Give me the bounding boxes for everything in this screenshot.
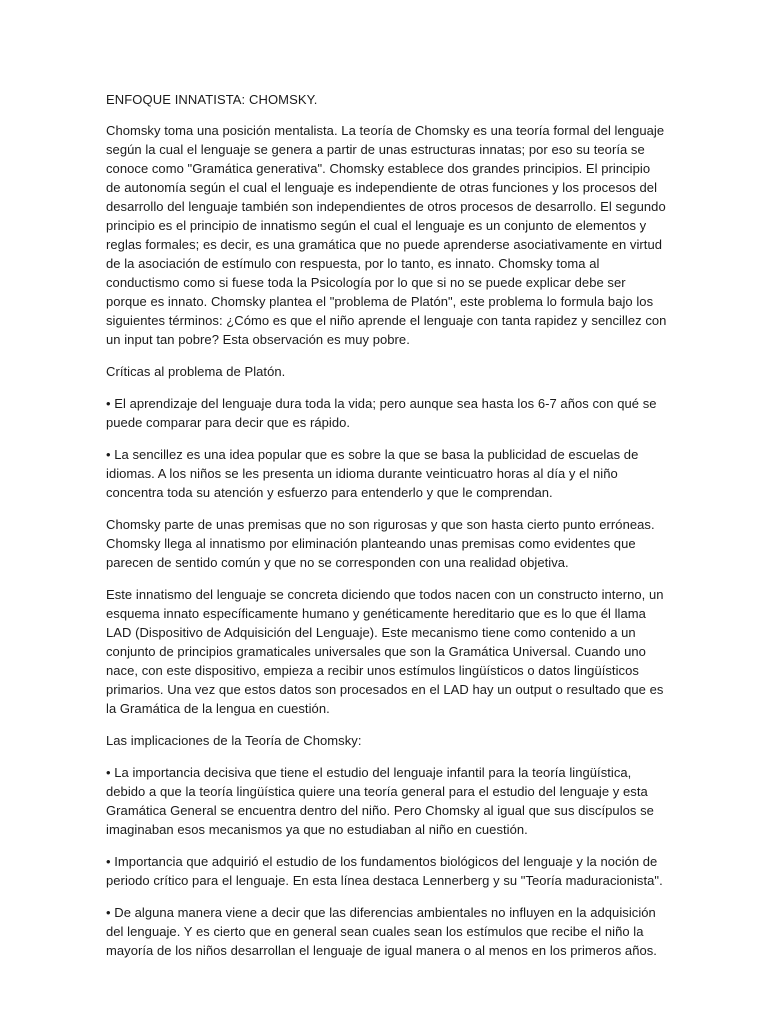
paragraph-premisas: Chomsky parte de unas premisas que no son rigurosas y que son hasta cierto punto erróneas. Chomsky llega al innatismo por eliminación planteando unas premisas como evidentes que parecen de sentido común y que no se corresponden con una realidad objetiva. — [106, 517, 655, 570]
paragraph-innatismo: Este innatismo del lenguaje se concreta diciendo que todos nacen con un constructo interno, un esquema innato específicamente humano y genéticamente hereditario que es lo que él llama LAD (Dispositivo de Adquisición del Lenguaje). Este mecanismo tiene como contenido a un conjunto de principios gramaticales universales que son la Gramática Universal. Cuando uno nace, con este dispositivo, empieza a recibir unos estímulos lingüísticos o datos lingüísticos primarios. Una vez que estos datos son procesados en el LAD hay un output o resultado que es la Gramática de la lengua en cuestión. — [106, 587, 664, 716]
bullet-item: • La sencillez es una idea popular que es sobre la que se basa la publicidad de escuelas de idiomas. A los niños se les presenta un idioma durante veinticuatro horas al día y el niño concentra toda su atención y esfuerzo para entenderlo y que le comprendan. — [106, 445, 668, 502]
paragraph-intro: Chomsky toma una posición mentalista. La teoría de Chomsky es una teoría formal del lenguaje según la cual el lenguaje se genera a partir de unas estructuras innatas; por eso su teoría se conoce como "Gramática generativa". Chomsky establece dos grandes principios. El principio de autonomía según el cual el lenguaje es independiente de otras funciones y los procesos del desarrollo del lenguaje también son independientes de otros procesos de desarrollo. El segundo principio es el principio de innatismo según el cual el lenguaje es un conjunto de elementos y reglas formales; es decir, es una gramática que no puede aprenderse asociativamente en virtud de la asociación de estímulo con respuesta, por lo tanto, es innato. Chomsky toma al conductismo como si fuese toda la Psicología por lo que si no se puede explicar debe ser porque es innato. Chomsky plantea el "problema de Platón", este problema lo formula bajo los siguientes términos: ¿Cómo es que el niño aprende el lenguaje con tanta rapidez y sencillez con un input tan pobre? Esta observación es muy pobre. — [106, 123, 667, 347]
document-title: ENFOQUE INNATISTA: CHOMSKY. — [106, 92, 318, 107]
bullet-item: • Importancia que adquirió el estudio de los fundamentos biológicos del lenguaje y la noción de periodo crítico para el lenguaje. En esta línea destaca Lennerberg y su "Teoría maduracionista". — [106, 852, 668, 890]
bullet-item: • De alguna manera viene a decir que las diferencias ambientales no influyen en la adquisición del lenguaje. Y es cierto que en general sean cuales sean los estímulos que recibe el niño la mayoría de los niños desarrollan el lenguaje de igual manera o al menos en los primeros años. — [106, 903, 668, 960]
section-heading-implicaciones: Las implicaciones de la Teoría de Chomsky: — [106, 733, 362, 748]
bullet-item: • El aprendizaje del lenguaje dura toda la vida; pero aunque sea hasta los 6-7 años con qué se puede comparar para decir que es rápido. — [106, 394, 668, 432]
section-heading-criticas: Críticas al problema de Platón. — [106, 364, 286, 379]
bullet-item: • La importancia decisiva que tiene el estudio del lenguaje infantil para la teoría lingüística, debido a que la teoría lingüística quiere una teoría general para el estudio del lenguaje y esta Gramática General se encuentra dentro del niño. Pero Chomsky al igual que sus discípulos se imaginaban esos mecanismos ya que no estudiaban al niño en cuestión. — [106, 763, 668, 839]
